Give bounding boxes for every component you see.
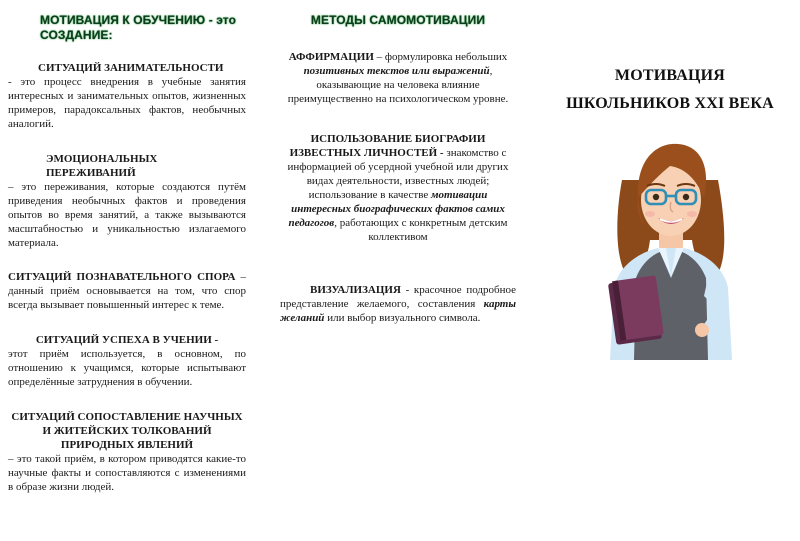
- section-text: - это процесс внедрения в учебные занятия интересных и занимательных опытов, жизненных примеров, парадоксальных фактов, необычных аналогий.: [8, 76, 246, 130]
- column-motivation-creation: [8, 0, 246, 494]
- section-cognitive-dispute: [8, 270, 246, 312]
- section-comparison: [8, 410, 246, 494]
- section-title: СИТУАЦИЙ ЗАНИМАТЕЛЬНОСТИ: [38, 62, 224, 74]
- section-entertaining: [8, 61, 246, 131]
- section-visualization: [280, 283, 516, 325]
- brochure-title: [540, 62, 800, 118]
- section-title: СИТУАЦИЙ СОПОСТАВЛЕНИЕ НАУЧНЫХ И ЖИТЕЙСКИХ ТОЛКОВАНИЙ ПРИРОДНЫХ ЯВЛЕНИЙ: [11, 411, 243, 451]
- section-text: - красочное подробное представление желаемого, составления: [280, 284, 516, 310]
- section-biography: [280, 132, 516, 244]
- column-self-motivation: [280, 0, 516, 325]
- section-emphasis: позитивных текстов или выражений: [303, 65, 490, 77]
- column2-heading: МЕТОДЫ САМОМОТИВАЦИИ: [310, 13, 486, 27]
- section-text: – это такой приём, в котором приводятся какие-то научные факты и сопоставляются с изменениями в образе жизни людей.: [8, 453, 246, 493]
- book-icon: [608, 275, 664, 345]
- title-line-1: МОТИВАЦИЯ: [614, 67, 726, 84]
- section-emotional: [8, 152, 246, 250]
- section-success: [8, 333, 246, 389]
- section-title: ЭМОЦИОНАЛЬНЫХ ПЕРЕЖИВАНИЙ: [46, 153, 158, 179]
- section-text: – формулировка небольших: [373, 51, 508, 63]
- section-text: – это переживания, которые создаются путём приведения необычных фактов и проведения опытов во время занятий, а также вызываются масштабностью и уникальностью излагаемого материала.: [8, 181, 246, 249]
- title-line-2: ШКОЛЬНИКОВ XXI ВЕКА: [566, 95, 774, 112]
- section-text: этот приём используется, в основном, по отношению к учащимся, которые испытывают определённые затруднения в обучении.: [8, 348, 246, 388]
- section-title: ВИЗУАЛИЗАЦИЯ: [310, 284, 401, 296]
- section-title: ИСПОЛЬЗОВАНИЕ БИОГРАФИИ ИЗВЕСТНЫХ ЛИЧНОСТЕЙ -: [289, 133, 486, 159]
- section-title: АФФИРМАЦИИ: [288, 51, 374, 63]
- section-text: , оказывающие на человека влияние преимущественно на психологическом уровне.: [287, 65, 509, 105]
- column1-heading: МОТИВАЦИЯ К ОБУЧЕНИЮ - это СОЗДАНИЕ:: [40, 13, 237, 42]
- section-affirmations: [280, 50, 516, 106]
- section-emphasis: мотивации интересных биографических фактов самих педагогов: [288, 189, 505, 229]
- section-title: СИТУАЦИЙ УСПЕХА В УЧЕНИИ -: [35, 334, 219, 346]
- section-text: , работающих с конкретным детским коллективом: [334, 217, 508, 243]
- section-text: – данный приём основывается на том, что спор всегда вызывает повышенный интерес к теме.: [8, 271, 246, 311]
- section-emphasis: карты желаний: [280, 298, 516, 324]
- section-title: СИТУАЦИЙ ПОЗНАВАТЕЛЬНОГО СПОРА: [8, 271, 236, 283]
- section-text: или выбор визуального символа.: [324, 312, 481, 324]
- section-text: знакомство с информацией об усердной учебной или других видах деятельности, известных людей; использование в качестве: [287, 147, 509, 201]
- teacher-illustration: [596, 128, 746, 360]
